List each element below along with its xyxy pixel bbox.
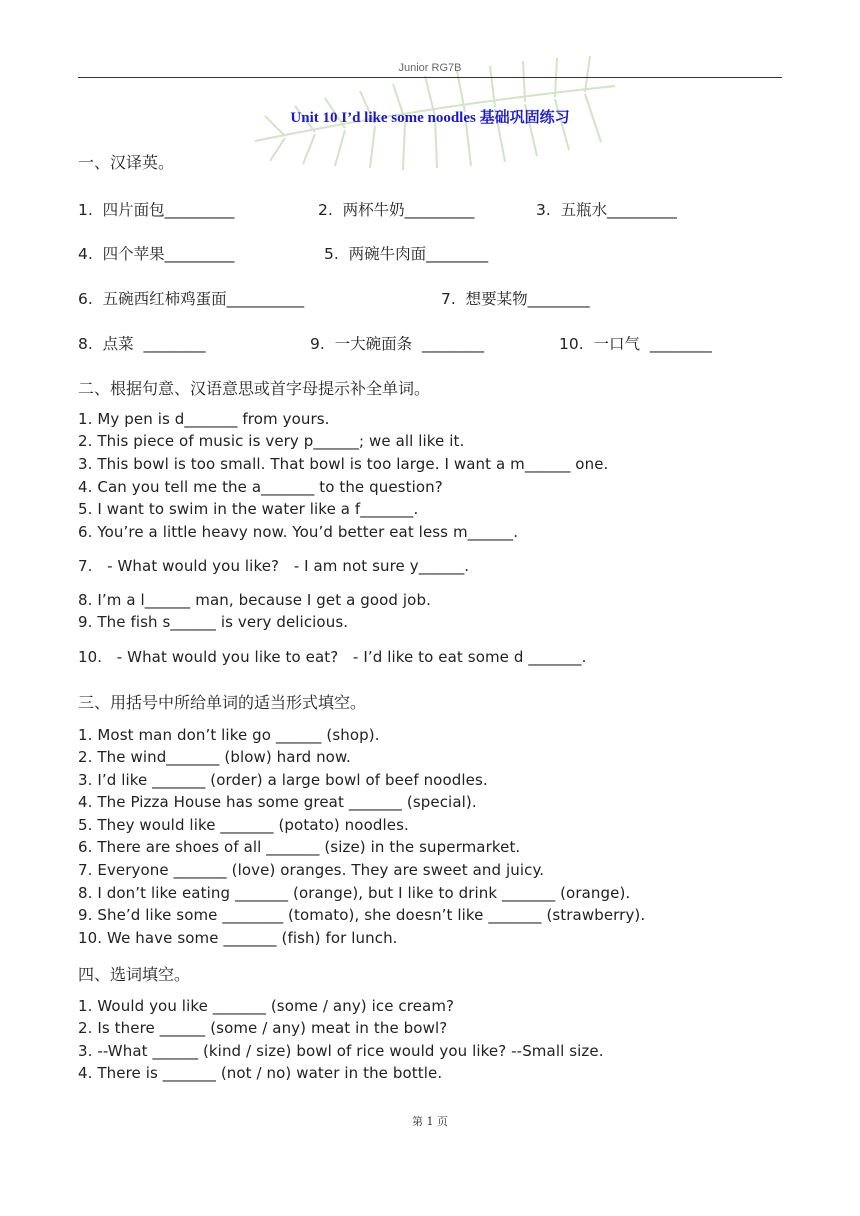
page-header: [78, 56, 782, 80]
s3-line-9: 9. She’d like some ________ (tomato), she doesn’t like _______ (strawberry).: [78, 906, 646, 924]
s2-line-6: 6. You’re a little heavy now. You’d better eat less m______.: [78, 523, 519, 541]
s1-item-9: 9. 一大碗面条 ________: [310, 335, 484, 353]
s2-line-10: 10. - What would you like to eat? - I’d like to eat some d _______.: [78, 648, 587, 666]
s3-line-1: 1. Most man don’t like go ______ (shop).: [78, 726, 380, 744]
section-3-heading: 三、用括号中所给单词的适当形式填空。: [78, 693, 367, 712]
s4-line-2: 2. Is there ______ (some / any) meat in the bowl?: [78, 1019, 448, 1037]
header-rule: [78, 77, 782, 78]
s2-line-1: 1. My pen is d_______ from yours.: [78, 410, 330, 428]
s1-item-10: 10. 一口气 ________: [559, 335, 712, 353]
s3-line-2: 2. The wind_______ (blow) hard now.: [78, 748, 351, 766]
s1-item-1: 1. 四片面包_________: [78, 201, 235, 219]
s4-line-1: 1. Would you like _______ (some / any) ice cream?: [78, 997, 455, 1015]
s3-line-7: 7. Everyone _______ (love) oranges. They are sweet and juicy.: [78, 861, 545, 879]
s2-line-7: 7. - What would you like? - I am not sure y______.: [78, 557, 470, 575]
document-title: Unit 10 I’d like some noodles 基础巩固练习: [290, 110, 570, 126]
s1-item-6: 6. 五碗西红柿鸡蛋面__________: [78, 290, 305, 308]
s3-line-3: 3. I’d like _______ (order) a large bowl of beef noodles.: [78, 771, 488, 789]
s1-item-4: 4. 四个苹果_________: [78, 245, 235, 263]
s3-line-10: 10. We have some _______ (fish) for lunch.: [78, 929, 398, 947]
s3-line-4: 4. The Pizza House has some great _______ (special).: [78, 793, 477, 811]
s1-item-2: 2. 两杯牛奶_________: [318, 201, 475, 219]
s2-line-8: 8. I’m a l______ man, because I get a good job.: [78, 591, 431, 609]
s2-line-3: 3. This bowl is too small. That bowl is too large. I want a m______ one.: [78, 455, 609, 473]
s3-line-8: 8. I don’t like eating _______ (orange), but I like to drink _______ (orange).: [78, 884, 631, 902]
section-4-heading: 四、选词填空。: [78, 965, 191, 984]
s3-line-6: 6. There are shoes of all _______ (size) in the supermarket.: [78, 838, 521, 856]
s2-line-5: 5. I want to swim in the water like a f_______.: [78, 500, 419, 518]
s1-item-8: 8. 点菜 ________: [78, 335, 206, 353]
s1-item-5: 5. 两碗牛肉面________: [324, 245, 489, 263]
s2-line-2: 2. This piece of music is very p______; we all like it.: [78, 432, 465, 450]
s4-line-3: 3. --What ______ (kind / size) bowl of rice would you like? --Small size.: [78, 1042, 604, 1060]
s2-line-4: 4. Can you tell me the a_______ to the question?: [78, 478, 443, 496]
s4-line-4: 4. There is _______ (not / no) water in the bottle.: [78, 1064, 443, 1082]
s3-line-5: 5. They would like _______ (potato) noodles.: [78, 816, 409, 834]
page-number: 第 1 页: [412, 1115, 448, 1128]
header-text: Junior RG7B: [398, 62, 462, 74]
section-2-heading: 二、根据句意、汉语意思或首字母提示补全单词。: [78, 379, 431, 398]
s1-item-3: 3. 五瓶水_________: [536, 201, 677, 219]
section-1-heading: 一、汉译英。: [78, 153, 175, 172]
s1-item-7: 7. 想要某物________: [441, 290, 590, 308]
s2-line-9: 9. The fish s______ is very delicious.: [78, 613, 349, 631]
